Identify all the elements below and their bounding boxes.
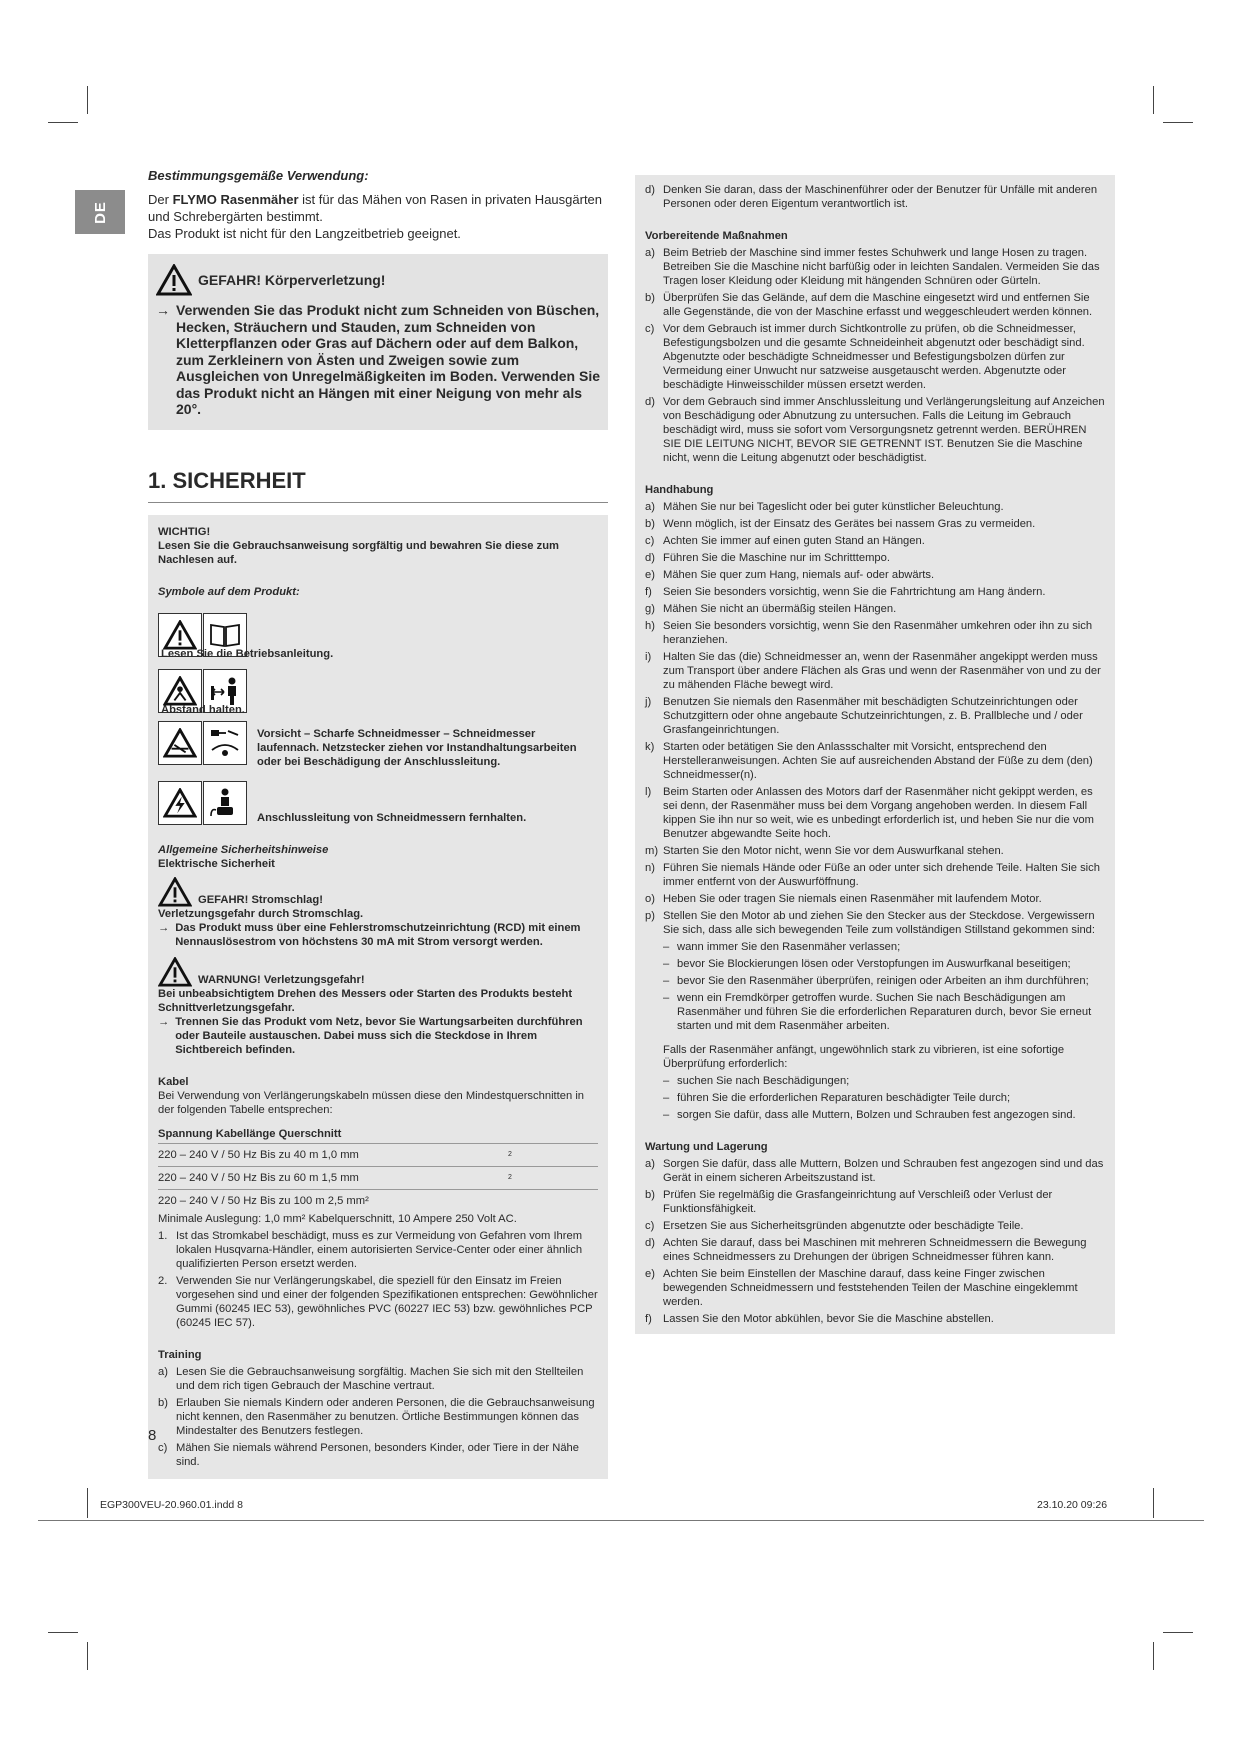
electrical-safety-heading: Elektrische Sicherheit	[158, 857, 275, 870]
list-marker: d)	[645, 184, 655, 196]
list-marker: c)	[645, 323, 655, 335]
list-item	[645, 844, 1105, 858]
list-item	[645, 1188, 1105, 1216]
table-cell: 220 – 240 V / 50 Hz Bis zu 40 m 1,0 mm	[158, 1143, 508, 1166]
list-item	[645, 650, 1105, 692]
list-marker: a)	[158, 1365, 168, 1378]
table-row	[158, 1189, 598, 1212]
crop-mark	[1163, 122, 1193, 123]
left-column	[148, 168, 608, 1479]
list-marker: m)	[645, 845, 659, 857]
crop-mark	[1163, 1632, 1193, 1633]
list-marker: i)	[645, 651, 652, 663]
list-item-text: bevor Sie Blockierungen lösen oder Verstopfungen im Auswurfkanal beseitigen;	[677, 958, 1071, 970]
cable-heading: Kabel	[158, 1075, 189, 1088]
arrow-icon: →	[158, 921, 170, 934]
shock-title: GEFAHR! Stromschlag!	[198, 893, 323, 906]
list-item-text: Verwenden Sie nur Verlängerungskabel, die speziell für den Einsatz im Freien vorgesehen sind und einer der folgenden Spezifikationen entsprechen: Gewöhnlicher Gummi (60245 IEC 53), gewöhnliches PVC (60227 IEC 53) bzw. gewöhnliches PCP (60245 IEC 57).	[176, 1274, 598, 1329]
list-marker: p)	[645, 910, 655, 922]
list-marker: c)	[158, 1441, 168, 1454]
danger-text: Verwenden Sie das Produkt nicht zum Schneiden von Büschen, Hecken, Sträuchern und Stauden, zum Schneiden von Kletterpflanzen oder Gras auf Dächern oder auf dem Balkon, zum Zerkleinern von Ästen und Zweigen sowie zum Ausgleichen von Unregelmäßigkeiten im Boden. Verwenden Sie das Produkt nicht an Hängen mit einer Neigung von mehr als 20°.	[176, 302, 600, 417]
list-marker: f)	[645, 1313, 652, 1325]
list-item	[645, 322, 1105, 392]
list-item	[645, 183, 1105, 211]
list-item-text: Mähen Sie quer zum Hang, niemals auf- oder abwärts.	[663, 569, 935, 581]
list-marker: g)	[645, 603, 655, 615]
list-marker: b)	[645, 292, 655, 304]
list-item: – sorgen Sie dafür, dass alle Muttern, Bolzen und Schrauben fest angezogen sind.	[645, 1108, 1105, 1122]
crop-mark	[48, 1632, 78, 1633]
cable-table	[158, 1143, 598, 1212]
language-tab	[75, 190, 125, 234]
list-item-text: suchen Sie nach Beschädigungen;	[677, 1075, 850, 1087]
crop-mark	[87, 1642, 88, 1670]
shock-subtitle: Verletzungsgefahr durch Stromschlag.	[158, 907, 364, 920]
list-item	[645, 568, 1105, 582]
list-marker: e)	[645, 569, 655, 581]
list-item	[645, 534, 1105, 548]
warning-triangle-icon	[158, 957, 192, 987]
handling-heading: Handhabung	[645, 484, 714, 496]
list-marker: a)	[645, 1158, 655, 1170]
warning-triangle-icon	[156, 264, 192, 296]
list-marker: a)	[645, 501, 655, 513]
list-item	[645, 551, 1105, 565]
list-item-text: Beim Starten oder Anlassen des Motors darf der Rasenmäher nicht gekippt werden, es sei denn, der Rasenmäher muss bei dem Vorgang angehoben werden. In diesem Fall kippen Sie ihn nur so weit, wie es unbedingt erforderlich ist, und heben Sie nur die vom Benutzer abgewandte Seite hoch.	[663, 786, 1094, 840]
list-marker: h)	[645, 620, 655, 632]
warning-title-row	[158, 957, 598, 987]
symbol-sharp-blades-label: Vorsicht – Scharfe Schneidmesser – Schneidmesser laufennach. Netzstecker ziehen vor Instandhaltungsarbeiten oder bei Beschädigung der Anschlussleitung.	[257, 727, 577, 768]
list-item: – bevor Sie den Rasenmäher überprüfen, reinigen oder Arbeiten an ihm durchführen;	[645, 974, 1105, 988]
crop-mark	[87, 86, 88, 114]
list-item-text: Ersetzen Sie aus Sicherheitsgründen abgenutzte oder beschädigte Teile.	[663, 1220, 1024, 1232]
list-item	[645, 291, 1105, 319]
intro-prefix: Der	[148, 192, 173, 207]
blade-hazard-icon	[158, 721, 202, 765]
danger-text-row	[156, 302, 602, 418]
table-cell: 220 – 240 V / 50 Hz Bis zu 60 m 1,5 mm	[158, 1166, 508, 1189]
preparation-heading: Vorbereitende Maßnahmen	[645, 230, 788, 242]
list-item	[645, 1236, 1105, 1264]
intended-use-heading: Bestimmungsgemäße Verwendung:	[148, 168, 369, 183]
important-text: Lesen Sie die Gebrauchsanweisung sorgfältig und bewahren Sie diese zum Nachlesen auf.	[158, 539, 559, 566]
symbol-row	[158, 665, 598, 716]
list-item	[645, 1267, 1105, 1309]
list-item	[645, 619, 1105, 647]
list-item-text: Starten Sie den Motor nicht, wenn Sie vor dem Auswurfkanal stehen.	[663, 845, 1004, 857]
cable-mower-icon	[203, 781, 247, 825]
training-heading: Training	[158, 1348, 202, 1361]
list-item	[645, 892, 1105, 906]
list-item	[158, 1365, 598, 1393]
list-item	[645, 500, 1105, 514]
cable-minimal: Minimale Auslegung: 1,0 mm² Kabelquerschnitt, 10 Ampere 250 Volt AC.	[158, 1212, 517, 1225]
brand-name: FLYMO Rasenmäher	[172, 192, 299, 207]
language-tab-label: DE	[91, 200, 109, 224]
list-item-text: Heben Sie oder tragen Sie niemals einen Rasenmäher mit laufendem Motor.	[663, 893, 1042, 905]
crop-mark	[1153, 1488, 1154, 1518]
list-item	[645, 602, 1105, 616]
list-item	[645, 695, 1105, 737]
section-title: 1. SICHERHEIT	[148, 468, 608, 503]
list-marker: d)	[645, 1237, 655, 1249]
list-marker: e)	[645, 1268, 655, 1280]
list-item-text: Mähen Sie nicht an übermäßig steilen Hängen.	[663, 603, 897, 615]
list-item-text: Lassen Sie den Motor abkühlen, bevor Sie die Maschine abstellen.	[663, 1313, 994, 1325]
list-item	[645, 861, 1105, 889]
footer-rule	[38, 1520, 1204, 1521]
list-marker: a)	[645, 247, 655, 259]
intended-use-line2: Das Produkt ist nicht für den Langzeitbetrieb geeignet.	[148, 226, 461, 241]
shock-text: Das Produkt muss über eine Fehlerstromschutzeinrichtung (RCD) mit einem Nennauslösestrom von höchstens 30 mA mit Strom versorgt werden.	[175, 921, 581, 948]
list-item-text: Prüfen Sie regelmäßig die Grasfangeinrichtung auf Verschleiß oder Verlust der Funktionsfähigkeit.	[663, 1189, 1053, 1215]
list-item	[645, 909, 1105, 937]
table-cell-sup: 2	[508, 1166, 598, 1189]
list-item-text: Wenn möglich, ist der Einsatz des Gerätes bei nassem Gras zu vermeiden.	[663, 518, 1036, 530]
list-marker: b)	[645, 1189, 655, 1201]
list-item: – suchen Sie nach Beschädigungen;	[645, 1074, 1105, 1088]
list-item: – wann immer Sie den Rasenmäher verlassen;	[645, 940, 1105, 954]
list-item-text: Vor dem Gebrauch ist immer durch Sichtkontrolle zu prüfen, ob die Schneidmesser, Befestigungsbolzen und die gesamte Schneideinheit abgenutzt oder beschädigt sind. Abgenutzte oder beschädigte Schneidmesser und Befestigungsbolzen dürfen zur Vermeidung einer Unwucht nur satzweise ausgetauscht werden. Abgenutzte oder beschädigte Hinweisschilder müssen ersetzt werden.	[663, 323, 1085, 391]
electric-hazard-icon	[158, 781, 202, 825]
cable-intro: Bei Verwendung von Verlängerungskabeln müssen diese den Mindestquerschnitten in der folgenden Tabelle entsprechen:	[158, 1089, 585, 1116]
list-item-text: führen Sie die erforderlichen Reparaturen beschädigter Teile durch;	[677, 1092, 1011, 1104]
warning-title: WARNUNG! Verletzungsgefahr!	[198, 973, 365, 986]
list-item-text: Beim Betrieb der Maschine sind immer festes Schuhwerk und lange Hosen zu tragen. Betreiben Sie die Maschine nicht barfüßig oder in leichten Sandalen. Vermeiden Sie das Tragen loser Kleidung oder Kleidung mit hängenden Schnüren oder Gürteln.	[663, 247, 1100, 287]
list-item	[158, 1441, 598, 1469]
list-item-text: Achten Sie darauf, dass bei Maschinen mit mehreren Schneidmessern die Bewegung eines Schneidmessers zu Drehungen der übrigen Schneidmesser führen kann.	[663, 1237, 1087, 1263]
shock-text-row	[158, 921, 598, 949]
list-marker: b)	[158, 1396, 168, 1409]
cable-table-header: Spannung Kabellänge Querschnitt	[158, 1127, 342, 1140]
important-title: WICHTIG!	[158, 525, 211, 538]
list-marker: c)	[645, 535, 655, 547]
list-item-text: Mähen Sie niemals während Personen, besonders Kinder, oder Tiere in der Nähe sind.	[176, 1441, 579, 1468]
list-item-text: Vor dem Gebrauch sind immer Anschlussleitung und Verlängerungsleitung auf Anzeichen von Beschädigung oder Abnutzung zu untersuchen. Falls die Leitung im Gebrauch beschädigt wird, muss sie sofort vom Versorgungsnetz getrennt werden. BERÜHREN SIE DIE LEITUNG NICHT, BEVOR SIE GETRENNT IST. Benutzen Sie die Maschine nicht, wenn die Leitung abgenutzt oder beschädigtist.	[663, 396, 1105, 464]
symbol-keep-distance-label: Abstand halten.	[161, 703, 245, 716]
list-item-text: Starten oder betätigen Sie den Anlassschalter mit Vorsicht, entsprechend den Herstelleranweisungen. Achten Sie auf ausreichenden Abstand der Füße zu dem (den) Schneidmesser(n).	[663, 741, 1093, 781]
symbol-row	[158, 777, 598, 825]
danger-title-row	[156, 264, 602, 296]
list-item	[645, 585, 1105, 599]
symbol-row	[158, 609, 598, 660]
safety-box	[148, 515, 608, 1479]
table-row	[158, 1143, 598, 1166]
symbol-cable-away-label: Anschlussleitung von Schneidmessern fernhalten.	[257, 811, 527, 824]
list-item-text: Lesen Sie die Gebrauchsanweisung sorgfältig. Machen Sie sich mit den Stellteilen und dem rich tigen Gebrauch der Maschine vertraut.	[176, 1365, 584, 1392]
list-marker: d)	[645, 552, 655, 564]
crop-mark	[48, 122, 78, 123]
arrow-icon: →	[158, 1015, 170, 1028]
symbol-row	[158, 721, 598, 769]
list-marker: n)	[645, 862, 655, 874]
symbols-heading: Symbole auf dem Produkt:	[158, 585, 300, 598]
crop-mark	[87, 1488, 88, 1518]
list-item-text: Führen Sie die Maschine nur im Schritttempo.	[663, 552, 890, 564]
footer-date: 23.10.20 09:26	[1037, 1499, 1108, 1511]
danger-box	[148, 254, 608, 430]
list-item-text: Benutzen Sie niemals den Rasenmäher mit beschädigten Schutzeinrichtungen oder Schutzgittern oder ohne angebaute Schutzeinrichtungen, z. B. Prallbleche und / oder Grasfangeinrichtungen.	[663, 696, 1083, 736]
list-item	[645, 740, 1105, 782]
arrow-icon: →	[156, 302, 170, 318]
list-item-text: Führen Sie niemals Hände oder Füße an oder unter sich drehende Teile. Halten Sie sich immer entfernt von der Auswurföffnung.	[663, 862, 1100, 888]
list-item	[645, 517, 1105, 531]
intro-rest: ist für das Mähen von Rasen in privaten Hausgärten und Schrebergärten bestimmt.	[148, 192, 603, 224]
vibration-text: Falls der Rasenmäher anfängt, ungewöhnlich stark zu vibrieren, ist eine sofortige Überprüfung erforderlich:	[663, 1044, 1065, 1070]
table-row	[158, 1166, 598, 1189]
footer-filename: EGP300VEU-20.960.01.indd 8	[100, 1499, 244, 1511]
list-marker: f)	[645, 586, 652, 598]
list-item: – bevor Sie Blockierungen lösen oder Verstopfungen im Auswurfkanal beseitigen;	[645, 957, 1105, 971]
danger-title: GEFAHR! Körperverletzung!	[198, 272, 386, 288]
list-marker: d)	[645, 396, 655, 408]
warning-subtitle: Bei unbeabsichtigtem Drehen des Messers oder Starten des Produkts besteht Schnittverletzungsgefahr.	[158, 987, 573, 1014]
list-item	[645, 1157, 1105, 1185]
list-item	[645, 1219, 1105, 1233]
list-item	[645, 246, 1105, 288]
list-item-text: bevor Sie den Rasenmäher überprüfen, reinigen oder Arbeiten an ihm durchführen;	[677, 975, 1089, 987]
symbol-read-manual-label: Lesen Sie die Betriebsanleitung.	[161, 647, 334, 660]
warning-triangle-icon	[158, 877, 192, 907]
page-number: 8	[148, 1427, 157, 1444]
list-item-text: Sorgen Sie dafür, dass alle Muttern, Bolzen und Schrauben fest angezogen sind und das Gerät in einem sicheren Arbeitszustand ist.	[663, 1158, 1104, 1184]
list-item-text: wenn ein Fremdkörper getroffen wurde. Suchen Sie nach Beschädigungen am Rasenmäher und führen Sie die erforderlichen Reparaturen durch, bevor Sie erneut starten und mit dem Rasenmäher arbeiten.	[677, 992, 1092, 1032]
list-item-text: Überprüfen Sie das Gelände, auf dem die Maschine eingesetzt wird und entfernen Sie alle Gegenstände, die von der Maschine erfasst und weggeschleudert werden können.	[663, 292, 1093, 318]
warning-text: Trennen Sie das Produkt vom Netz, bevor Sie Wartungsarbeiten durchführen oder Bauteile austauschen. Dabei muss sich die Steckdose in Ihrem Sichtbereich befinden.	[175, 1015, 583, 1056]
list-item	[645, 395, 1105, 465]
list-item	[158, 1396, 598, 1438]
table-cell: 220 – 240 V / 50 Hz Bis zu 100 m 2,5 mm²	[158, 1189, 598, 1212]
list-marker: j)	[645, 696, 652, 708]
list-item: 2. Verwenden Sie nur Verlängerungskabel, die speziell für den Einsatz im Freien vorgesehen sind und einer der folgenden Spezifikationen entsprechen: Gewöhnlicher Gummi (60245 IEC 53), gewöhnliches PVC (60227 IEC 53) bzw. gewöhnliches PCP (60245 IEC 57).	[158, 1274, 598, 1329]
list-item: – wenn ein Fremdkörper getroffen wurde. Suchen Sie nach Beschädigungen am Rasenmäher und führen Sie die erforderlichen Reparaturen durch, bevor Sie erneut starten und mit dem Rasenmäher arbeiten.	[645, 991, 1105, 1033]
list-item-text: Seien Sie besonders vorsichtig, wenn Sie den Rasenmäher umkehren oder ihn zu sich heranziehen.	[663, 620, 1093, 646]
list-marker: k)	[645, 741, 655, 753]
list-marker: c)	[645, 1220, 655, 1232]
right-column	[635, 175, 1115, 1334]
warning-text-row	[158, 1015, 598, 1057]
general-safety-heading: Allgemeine Sicherheitshinweise	[158, 843, 329, 856]
list-item: 1. Ist das Stromkabel beschädigt, muss es zur Vermeidung von Gefahren vom Ihrem lokalen Husqvarna-Händler, einem autorisierten Service-Center oder einer ähnlich qualifizierten Person ersetzt werden.	[158, 1229, 598, 1271]
crop-mark	[1153, 86, 1154, 114]
maintenance-heading: Wartung und Lagerung	[645, 1141, 768, 1153]
list-item-text: Erlauben Sie niemals Kindern oder anderen Personen, die die Gebrauchsanweisung nicht kennen, den Rasenmäher zu benutzen. Örtliche Bestimmungen können das Mindestalter des Benutzers festlegen.	[176, 1396, 595, 1437]
list-item-text: wann immer Sie den Rasenmäher verlassen;	[677, 941, 901, 953]
unplug-icon	[203, 721, 247, 765]
list-item-text: Achten Sie immer auf einen guten Stand an Hängen.	[663, 535, 925, 547]
list-item-text: Halten Sie das (die) Schneidmesser an, wenn der Rasenmäher angekippt werden muss zum Transport über andere Flächen als Gras und wenn der Rasenmäher von und zu der zu mähenden Fläche bewegt wird.	[663, 651, 1101, 691]
list-marker: o)	[645, 893, 655, 905]
list-item-text: Denken Sie daran, dass der Maschinenführer oder der Benutzer für Unfälle mit anderen Personen oder deren Eigentum verantwortlich ist.	[663, 184, 1098, 210]
list-marker: l)	[645, 786, 652, 798]
list-item	[645, 785, 1105, 841]
intended-use-text	[148, 191, 608, 225]
list-item-text: Seien Sie besonders vorsichtig, wenn Sie die Fahrtrichtung am Hang ändern.	[663, 586, 1046, 598]
table-cell-sup: 2	[508, 1143, 598, 1166]
list-item-text: Mähen Sie nur bei Tageslicht oder bei guter künstlicher Beleuchtung.	[663, 501, 1004, 513]
list-item: – führen Sie die erforderlichen Reparaturen beschädigter Teile durch;	[645, 1091, 1105, 1105]
list-marker: b)	[645, 518, 655, 530]
list-item-text: sorgen Sie dafür, dass alle Muttern, Bolzen und Schrauben fest angezogen sind.	[677, 1109, 1076, 1121]
list-item	[645, 1312, 1105, 1326]
list-item-text: Ist das Stromkabel beschädigt, muss es zur Vermeidung von Gefahren vom Ihrem lokalen Husqvarna-Händler, einem autorisierten Service-Center oder einer ähnlich qualifizierten Person ersetzt werden.	[176, 1229, 583, 1270]
list-item-text: Stellen Sie den Motor ab und ziehen Sie den Stecker aus der Steckdose. Vergewissern Sie sich, dass alle sich bewegenden Teile zum vollständigen Stillstand gekommen sind:	[663, 910, 1095, 936]
list-item-text: Achten Sie beim Einstellen der Maschine darauf, dass keine Finger zwischen bewegenden Schneidmessern und feststehenden Teilen der Maschine eingeklemmt werden.	[663, 1268, 1078, 1308]
shock-title-row	[158, 877, 598, 907]
crop-mark	[1153, 1642, 1154, 1670]
